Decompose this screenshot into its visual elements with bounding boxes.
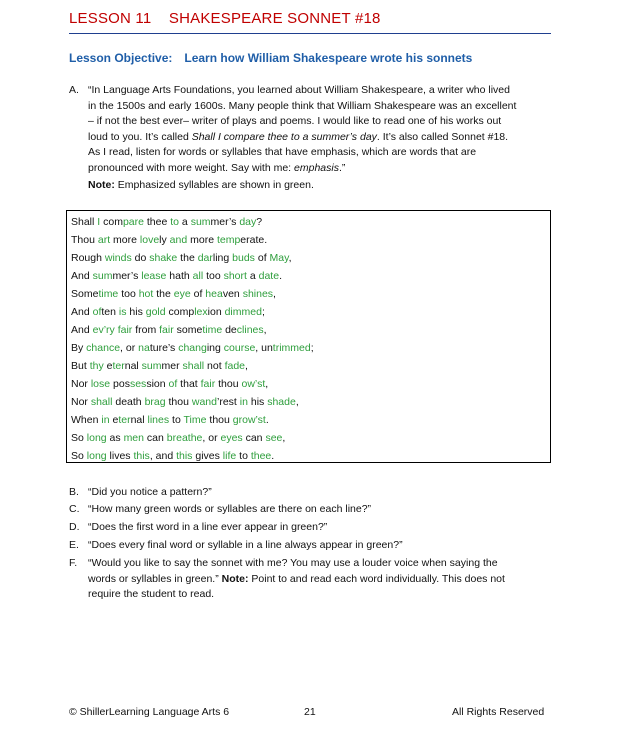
sonnet-text: ture’s xyxy=(149,342,179,354)
sonnet-text: some xyxy=(173,324,203,336)
sonnet-text: to xyxy=(169,414,184,426)
emphasized-syllable: this xyxy=(176,450,193,462)
item-e xyxy=(69,538,549,554)
sonnet-text: a xyxy=(246,270,259,282)
emphasized-syllable: and xyxy=(169,234,188,246)
objective-label: Lesson Objective: xyxy=(69,51,173,65)
emphasized-syllable: hea xyxy=(205,288,223,300)
text-run: words or syllables in green.” xyxy=(88,572,222,585)
sonnet-line xyxy=(71,287,276,301)
sonnet-box xyxy=(66,210,551,463)
sonnet-text: , un xyxy=(255,342,273,354)
emphasized-syllable: long xyxy=(86,450,107,462)
emphasized-syllable: lease xyxy=(141,270,167,282)
sonnet-text: , xyxy=(263,324,267,336)
sonnet-line xyxy=(71,413,269,427)
emphasized-syllable: of xyxy=(168,378,178,390)
item-a xyxy=(69,83,549,194)
item-letter: E. xyxy=(69,539,79,551)
sonnet-text: death xyxy=(112,396,145,408)
emphasized-syllable: date xyxy=(258,270,280,282)
footer-copyright: © ShillerLearning Language Arts 6 xyxy=(69,706,230,718)
emphasized-syllable: ses xyxy=(129,378,147,390)
sonnet-text: And xyxy=(71,306,93,318)
emphasized-syllable: buds xyxy=(232,252,255,264)
emphasized-syllable: fair xyxy=(117,324,133,336)
note-text: Emphasized syllables are shown in green. xyxy=(114,179,314,191)
emphasized-syllable: sum xyxy=(92,270,113,282)
emphasized-syllable: chang xyxy=(178,342,207,354)
note-label: Note: xyxy=(88,179,115,191)
note-label: Note: xyxy=(221,572,249,585)
emphasized-syllable: winds xyxy=(104,252,132,264)
sonnet-text: from xyxy=(132,324,160,336)
sonnet-text: , xyxy=(265,378,269,390)
emphasized-syllable: Time xyxy=(183,414,207,426)
item-f xyxy=(69,556,549,603)
sonnet-text: more xyxy=(110,234,140,246)
sonnet-text: not xyxy=(204,360,225,372)
sonnet-text: , or xyxy=(202,432,221,444)
emphasized-syllable: na xyxy=(138,342,150,354)
sonnet-text: to xyxy=(236,450,251,462)
sonnet-text: Nor xyxy=(71,378,91,390)
emphasized-syllable: breathe xyxy=(166,432,203,444)
item-letter: A. xyxy=(69,84,79,96)
emphasized-syllable: ter xyxy=(118,414,131,426)
note-line xyxy=(88,178,549,194)
footer-rights: All Rights Reserved xyxy=(452,706,545,718)
emphasized-syllable: of xyxy=(92,306,102,318)
text-run: . It’s also called Sonnet #18. xyxy=(376,130,509,143)
text-line xyxy=(88,130,549,146)
sonnet-text: By xyxy=(71,342,87,354)
emphasized-syllable: May xyxy=(269,252,289,264)
sonnet-text: And xyxy=(71,270,93,282)
sonnet-text: Shall xyxy=(71,216,98,228)
sonnet-text: , and xyxy=(149,450,177,462)
emphasized-syllable: eye xyxy=(173,288,191,300)
lesson-objective xyxy=(69,51,472,65)
lesson-name: SHAKESPEARE SONNET #18 xyxy=(168,10,381,27)
sonnet-line xyxy=(71,431,285,445)
item-c xyxy=(69,502,549,518)
emphasized-syllable: ow’st xyxy=(241,378,266,390)
emphasized-syllable: time xyxy=(202,324,223,336)
emphasized-syllable: eyes xyxy=(220,432,243,444)
sonnet-text: , xyxy=(273,288,276,300)
question-text: “Does every final word or syllable in a line always appear in green?” xyxy=(88,539,403,551)
sonnet-text: . xyxy=(271,450,275,462)
sonnet-text: . xyxy=(265,414,269,426)
item-letter: B. xyxy=(69,486,79,498)
sonnet-text: thee xyxy=(143,216,171,228)
text-run: Point to and read each word individually. This does not xyxy=(248,572,505,585)
emphasized-syllable: shake xyxy=(149,252,178,264)
emphasized-syllable: day xyxy=(239,216,257,228)
item-d xyxy=(69,520,549,536)
sonnet-text: a xyxy=(179,216,191,228)
sonnet-text: the xyxy=(153,288,174,300)
text-line xyxy=(88,572,549,588)
emphasized-syllable: this xyxy=(133,450,150,462)
emphasized-syllable: ter xyxy=(112,360,125,372)
sonnet-text: do xyxy=(131,252,150,264)
sonnet-text: ing xyxy=(206,342,224,354)
sonnet-text: ’rest xyxy=(216,396,240,408)
emphasized-syllable: course xyxy=(223,342,256,354)
emphasized-syllable: life xyxy=(222,450,237,462)
lesson-title xyxy=(69,10,381,27)
sonnet-line xyxy=(71,341,314,355)
emphasized-syllable: sum xyxy=(141,360,162,372)
emphasized-syllable: shall xyxy=(90,396,113,408)
sonnet-text: his xyxy=(247,396,268,408)
text-line: As I read, listen for words or syllables that have emphasis, which are words that are xyxy=(88,146,477,158)
title-divider xyxy=(69,33,551,34)
emphasized-syllable: to xyxy=(170,216,180,228)
sonnet-text: thou xyxy=(215,378,242,390)
sonnet-text: that xyxy=(177,378,201,390)
emphasized-syllable: thy xyxy=(89,360,104,372)
emphasized-syllable: gold xyxy=(145,306,166,318)
emphasized-syllable: hot xyxy=(138,288,154,300)
emphasized-syllable: pare xyxy=(122,216,144,228)
sonnet-text: , xyxy=(288,252,292,264)
sonnet-text: com xyxy=(100,216,123,228)
sonnet-text: too xyxy=(203,270,224,282)
text-line: in the 1500s and early 1600s. Many people think that William Shakespeare was an excellent xyxy=(88,99,517,112)
sonnet-text: nal xyxy=(124,360,142,372)
emphasized-syllable: art xyxy=(97,234,111,246)
sonnet-text: lives xyxy=(106,450,134,462)
sonnet-text: gives xyxy=(192,450,223,462)
emphasized-syllable: I xyxy=(97,216,101,228)
sonnet-text: as xyxy=(106,432,124,444)
sonnet-line xyxy=(71,377,268,391)
emphasized-syllable: sum xyxy=(190,216,211,228)
sonnet-text: e xyxy=(103,360,113,372)
emphasized-syllable: clines xyxy=(236,324,264,336)
emphasized-syllable: in xyxy=(101,414,110,426)
sonnet-text: hath xyxy=(166,270,193,282)
sonnet-text: Nor xyxy=(71,396,91,408)
question-text: “How many green words or syllables are there on each line?” xyxy=(88,503,372,515)
sonnet-line xyxy=(71,395,299,409)
emphasized-syllable: all xyxy=(192,270,204,282)
sonnet-text: mer xyxy=(161,360,183,372)
emphasized-syllable: men xyxy=(123,432,144,444)
sonnet-text: , xyxy=(295,396,299,408)
sonnet-text: can xyxy=(144,432,167,444)
sonnet-line xyxy=(71,251,292,265)
emphasized-syllable: trimmed xyxy=(272,342,311,354)
sonnet-text: thou xyxy=(165,396,192,408)
sonnet-text: When xyxy=(71,414,102,426)
sonnet-text: ion xyxy=(207,306,225,318)
emphasized-syllable: lex xyxy=(194,306,208,318)
sonnet-text: ly xyxy=(159,234,170,246)
sonnet-text: of xyxy=(254,252,270,264)
emphasized-syllable: time xyxy=(98,288,119,300)
text-run: pronounced with more weight. Say with me: xyxy=(88,161,295,174)
emphasized-syllable: see xyxy=(265,432,283,444)
sonnet-line xyxy=(71,215,262,229)
emphasized-syllable: lines xyxy=(147,414,170,426)
sonnet-line xyxy=(71,449,274,463)
footer-page-number: 21 xyxy=(304,706,316,718)
item-f-text xyxy=(88,556,549,603)
text-line xyxy=(88,161,549,177)
emphasized-syllable: love xyxy=(139,234,160,246)
sonnet-line xyxy=(71,323,267,337)
sonnet-text: mer’s xyxy=(210,216,240,228)
sonnet-line xyxy=(71,269,282,283)
emphasized-syllable: shines xyxy=(242,288,274,300)
item-a-text xyxy=(88,83,549,176)
sonnet-text: ling xyxy=(212,252,233,264)
sonnet-text: Thou xyxy=(71,234,98,246)
sonnet-text: , or xyxy=(120,342,139,354)
question-text: “Does the first word in a line ever appear in green?” xyxy=(88,521,328,533)
text-run: loud to you. It’s called xyxy=(88,130,192,143)
sonnet-text: pos xyxy=(110,378,130,390)
sonnet-text: more xyxy=(187,234,217,246)
emphasized-syllable: in xyxy=(239,396,248,408)
emphasized-syllable: grow’st xyxy=(232,414,266,426)
text-line: require the student to read. xyxy=(88,588,215,600)
sonnet-text: , xyxy=(245,360,248,372)
sonnet-text: Some xyxy=(71,288,99,300)
sonnet-title-italic: Shall I compare thee to a summer’s day xyxy=(191,130,377,143)
lesson-number: LESSON 11 xyxy=(69,10,152,27)
emphasized-syllable: lose xyxy=(90,378,111,390)
emphasized-syllable: dimmed xyxy=(224,306,262,318)
sonnet-text: his xyxy=(126,306,146,318)
emphasized-syllable: long xyxy=(86,432,107,444)
emphasized-syllable: thee xyxy=(250,450,272,462)
sonnet-text: the xyxy=(177,252,198,264)
sonnet-text: So xyxy=(71,432,87,444)
sonnet-text: of xyxy=(190,288,206,300)
emphasis-word-italic: emphasis xyxy=(294,161,339,174)
emphasized-syllable: dar xyxy=(197,252,213,264)
sonnet-text: can xyxy=(242,432,266,444)
text-line: “In Language Arts Foundations, you learned about William Shakespeare, a writer who lived xyxy=(88,84,510,96)
sonnet-text: sion xyxy=(146,378,169,390)
emphasized-syllable: shall xyxy=(182,360,205,372)
objective-text: Learn how William Shakespeare wrote his sonnets xyxy=(184,51,473,65)
emphasized-syllable: fair xyxy=(200,378,216,390)
sonnet-text: thou xyxy=(206,414,233,426)
item-letter: F. xyxy=(69,557,78,569)
sonnet-text: e xyxy=(109,414,119,426)
item-letter: C. xyxy=(69,503,80,515)
sonnet-text: erate. xyxy=(240,234,268,246)
text-run: .” xyxy=(338,161,346,174)
item-letter: D. xyxy=(69,521,80,533)
sonnet-text: So xyxy=(71,450,87,462)
question-text: “Did you notice a pattern?” xyxy=(88,486,212,498)
emphasized-syllable: shade xyxy=(267,396,296,408)
sonnet-text: comp xyxy=(165,306,195,318)
emphasized-syllable: wand xyxy=(191,396,217,408)
emphasized-syllable: is xyxy=(118,306,127,318)
sonnet-text: , xyxy=(282,432,286,444)
sonnet-text: But xyxy=(71,360,90,372)
emphasized-syllable: short xyxy=(223,270,247,282)
sonnet-text: Rough xyxy=(71,252,105,264)
sonnet-text: ten xyxy=(101,306,119,318)
sonnet-text: too xyxy=(118,288,139,300)
emphasized-syllable: ev’ry xyxy=(92,324,115,336)
emphasized-syllable: brag xyxy=(144,396,166,408)
sonnet-text: ; xyxy=(261,306,265,318)
sonnet-text: And xyxy=(71,324,93,336)
emphasized-syllable: chance xyxy=(86,342,121,354)
sonnet-line xyxy=(71,305,265,319)
sonnet-text: de xyxy=(222,324,237,336)
sonnet-text: ? xyxy=(256,216,263,228)
emphasized-syllable: fade xyxy=(224,360,245,372)
text-line: “Would you like to say the sonnet with me? You may use a louder voice when saying the xyxy=(88,557,498,569)
emphasized-syllable: temp xyxy=(216,234,241,246)
sonnet-line xyxy=(71,233,267,247)
sonnet-line xyxy=(71,359,248,373)
sonnet-text: nal xyxy=(130,414,148,426)
sonnet-text: ; xyxy=(310,342,314,354)
item-b xyxy=(69,485,549,501)
sonnet-text: . xyxy=(279,270,282,282)
emphasized-syllable: fair xyxy=(159,324,174,336)
text-line: – if not the best ever– writer of plays and poems. I would like to read one of his works out xyxy=(88,115,502,127)
sonnet-text: ven xyxy=(222,288,243,300)
sonnet-text: mer’s xyxy=(112,270,142,282)
